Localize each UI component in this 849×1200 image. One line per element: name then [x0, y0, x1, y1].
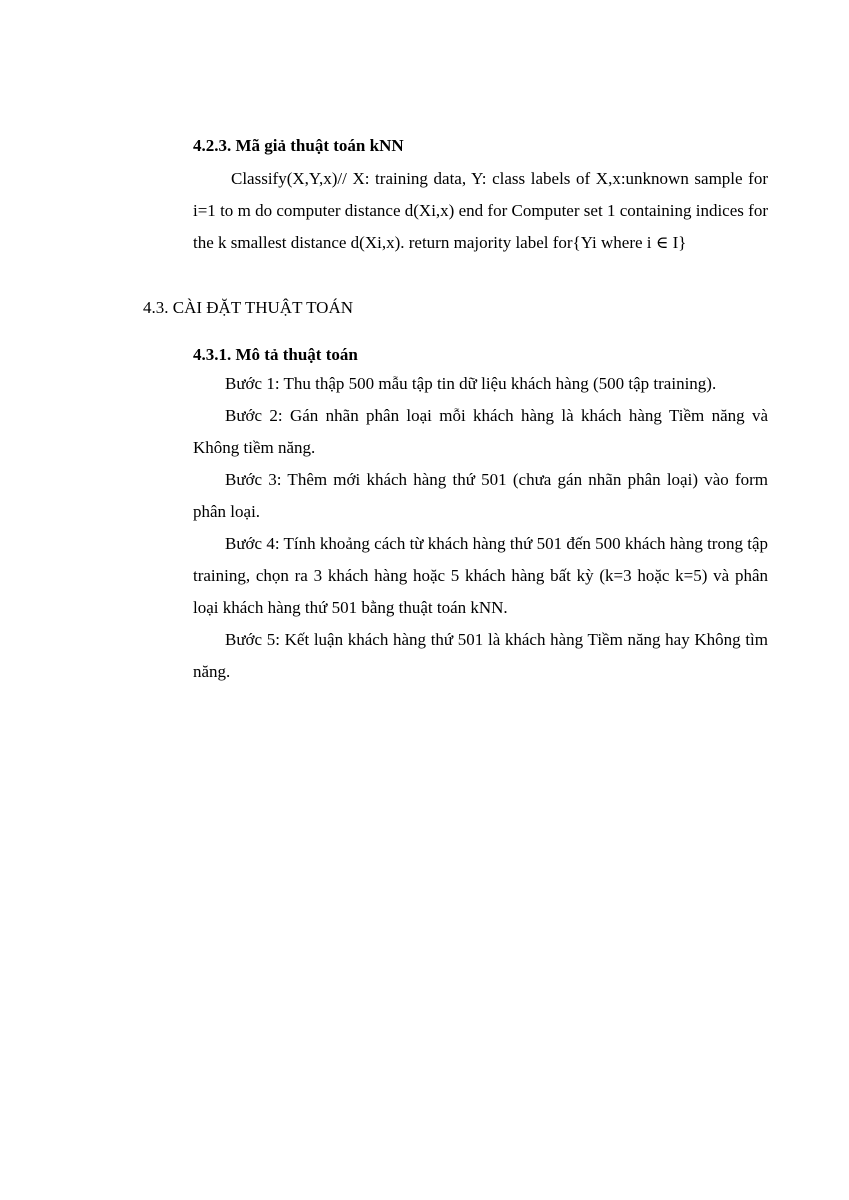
step-2-paragraph: Bước 2: Gán nhãn phân loại mỗi khách hàng là khách hàng Tiềm năng và Không tiềm năng.: [193, 406, 768, 457]
section-4-2-3-heading: 4.2.3. Mã giả thuật toán kNN: [193, 136, 404, 155]
section-4-3-1-heading: 4.3.1. Mô tả thuật toán: [193, 345, 358, 364]
pseudocode-paragraph: Classify(X,Y,x)// X: training data, Y: class labels of X,x:unknown sample for i=1 to m do computer distance d(Xi,x) end for Computer set 1 containing indices for the k smallest distance d(Xi,x). return majority label for{Yi where i ∈ I}: [193, 169, 768, 252]
step-1-paragraph: Bước 1: Thu thập 500 mẫu tập tin dữ liệu khách hàng (500 tập training).: [225, 374, 717, 393]
step-3-paragraph: Bước 3: Thêm mới khách hàng thứ 501 (chưa gán nhãn phân loại) vào form phân loại.: [193, 470, 768, 521]
step-5-paragraph: Bước 5: Kết luận khách hàng thứ 501 là khách hàng Tiềm năng hay Không tìm năng.: [193, 630, 768, 681]
step-4-paragraph: Bước 4: Tính khoảng cách từ khách hàng thứ 501 đến 500 khách hàng trong tập training, chọn ra 3 khách hàng hoặc 5 khách hàng bất kỳ (k=3 hoặc k=5) và phân loại khách hàng thứ 501 bằng thuật toán kNN.: [193, 534, 768, 617]
section-4-3-heading: 4.3. CÀI ĐẶT THUẬT TOÁN: [143, 298, 353, 317]
